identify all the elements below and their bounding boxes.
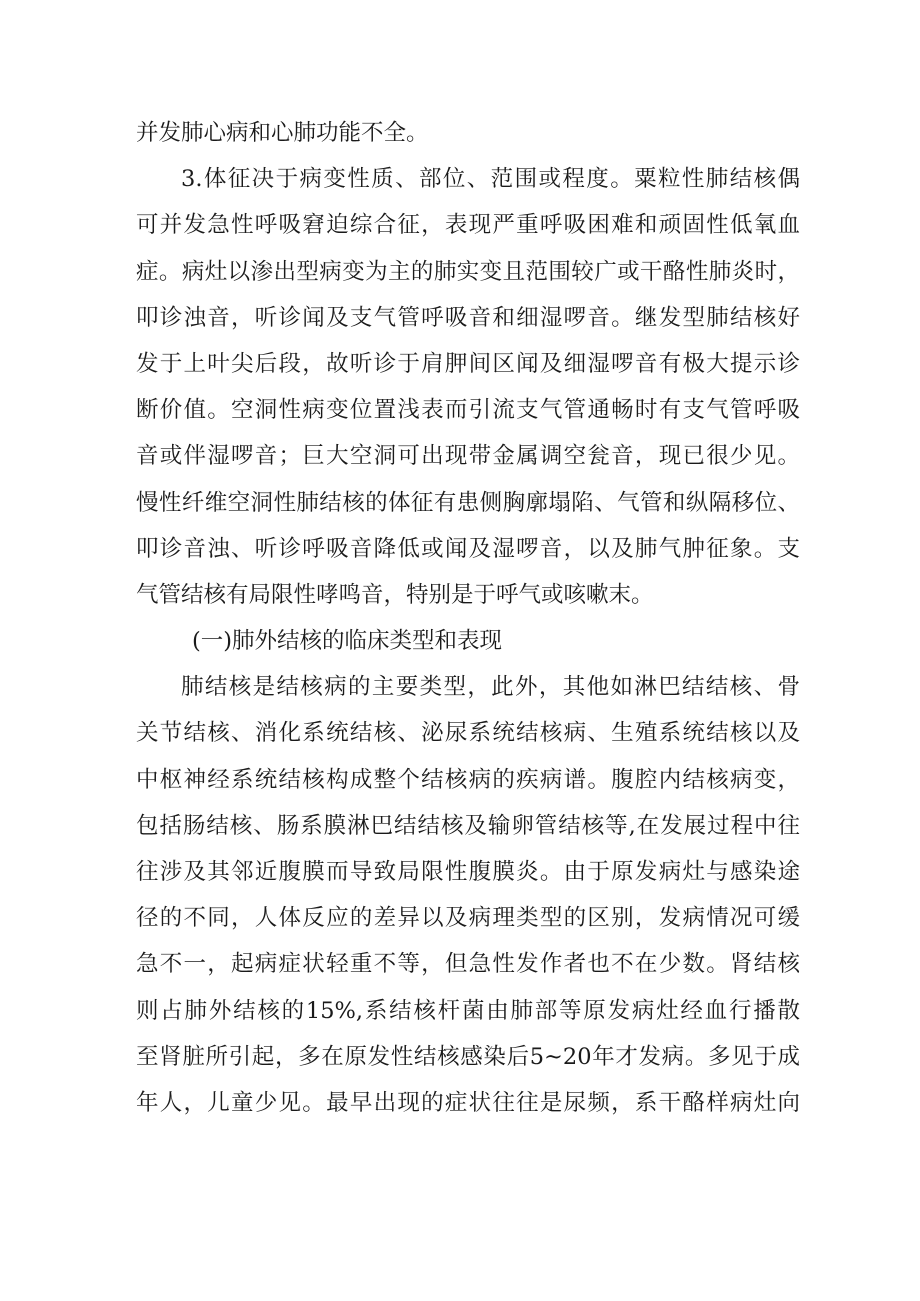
paragraph-line: 年人，儿童少见。最早出现的症状往往是尿频，系干酪样病灶向 bbox=[136, 1089, 800, 1116]
paragraph-line: 气管结核有局限性哮鸣音，特别是于呼气或咳嗽末。 bbox=[136, 581, 654, 608]
paragraph-line: 叩诊音浊、听诊呼吸音降低或闻及湿啰音，以及肺气肿征象。支 bbox=[136, 535, 800, 562]
paragraph-line: 并发肺心病和心肺功能不全。 bbox=[136, 120, 429, 146]
paragraph-line: 肺结核是结核病的主要类型，此外，其他如淋巴结结核、骨 bbox=[181, 674, 800, 701]
paragraph-line: 发于上叶尖后段，故听诊于肩胛间区闻及细湿啰音有极大提示诊 bbox=[136, 350, 800, 377]
paragraph-line: 至肾脏所引起，多在原发性结核感染后5~20年才发病。多见于成 bbox=[136, 1043, 800, 1070]
paragraph-line: 慢性纤维空洞性肺结核的体征有患侧胸廓塌陷、气管和纵隔移位、 bbox=[136, 489, 800, 516]
paragraph-line: 则占肺外结核的15%,系结核杆菌由肺部等原发病灶经血行播散 bbox=[136, 997, 800, 1024]
paragraph-line: 症。病灶以渗出型病变为主的肺实变且范围较广或干酪性肺炎时， bbox=[136, 258, 800, 285]
paragraph-line: 中枢神经系统结核构成整个结核病的疾病谱。腹腔内结核病变， bbox=[136, 766, 800, 793]
paragraph-line: 可并发急性呼吸窘迫综合征，表现严重呼吸困难和顽固性低氧血 bbox=[136, 212, 800, 239]
paragraph-line: 包括肠结核、肠系膜淋巴结结核及输卵管结核等,在发展过程中往 bbox=[136, 812, 800, 839]
body-text bbox=[136, 110, 800, 1126]
paragraph-line: 音或伴湿啰音；巨大空洞可出现带金属调空瓮音，现已很少见。 bbox=[136, 443, 800, 470]
paragraph-line: 关节结核、消化系统结核、泌尿系统结核病、生殖系统结核以及 bbox=[136, 720, 800, 747]
paragraph-line: 3.体征决于病变性质、部位、范围或程度。粟粒性肺结核偶 bbox=[181, 166, 800, 193]
paragraph-line: 径的不同，人体反应的差异以及病理类型的区别，发病情况可缓 bbox=[136, 905, 800, 932]
paragraph-line: 断价值。空洞性病变位置浅表而引流支气管通畅时有支气管呼吸 bbox=[136, 397, 800, 424]
paragraph-line: 往涉及其邻近腹膜而导致局限性腹膜炎。由于原发病灶与感染途 bbox=[136, 859, 800, 885]
section-heading: (一)肺外结核的临床类型和表现 bbox=[192, 628, 503, 655]
paragraph-line: 叩诊浊音，听诊闻及支气管呼吸音和细湿啰音。继发型肺结核好 bbox=[136, 304, 800, 331]
paragraph-line: 急不一，起病症状轻重不等，但急性发作者也不在少数。肾结核 bbox=[136, 951, 800, 978]
